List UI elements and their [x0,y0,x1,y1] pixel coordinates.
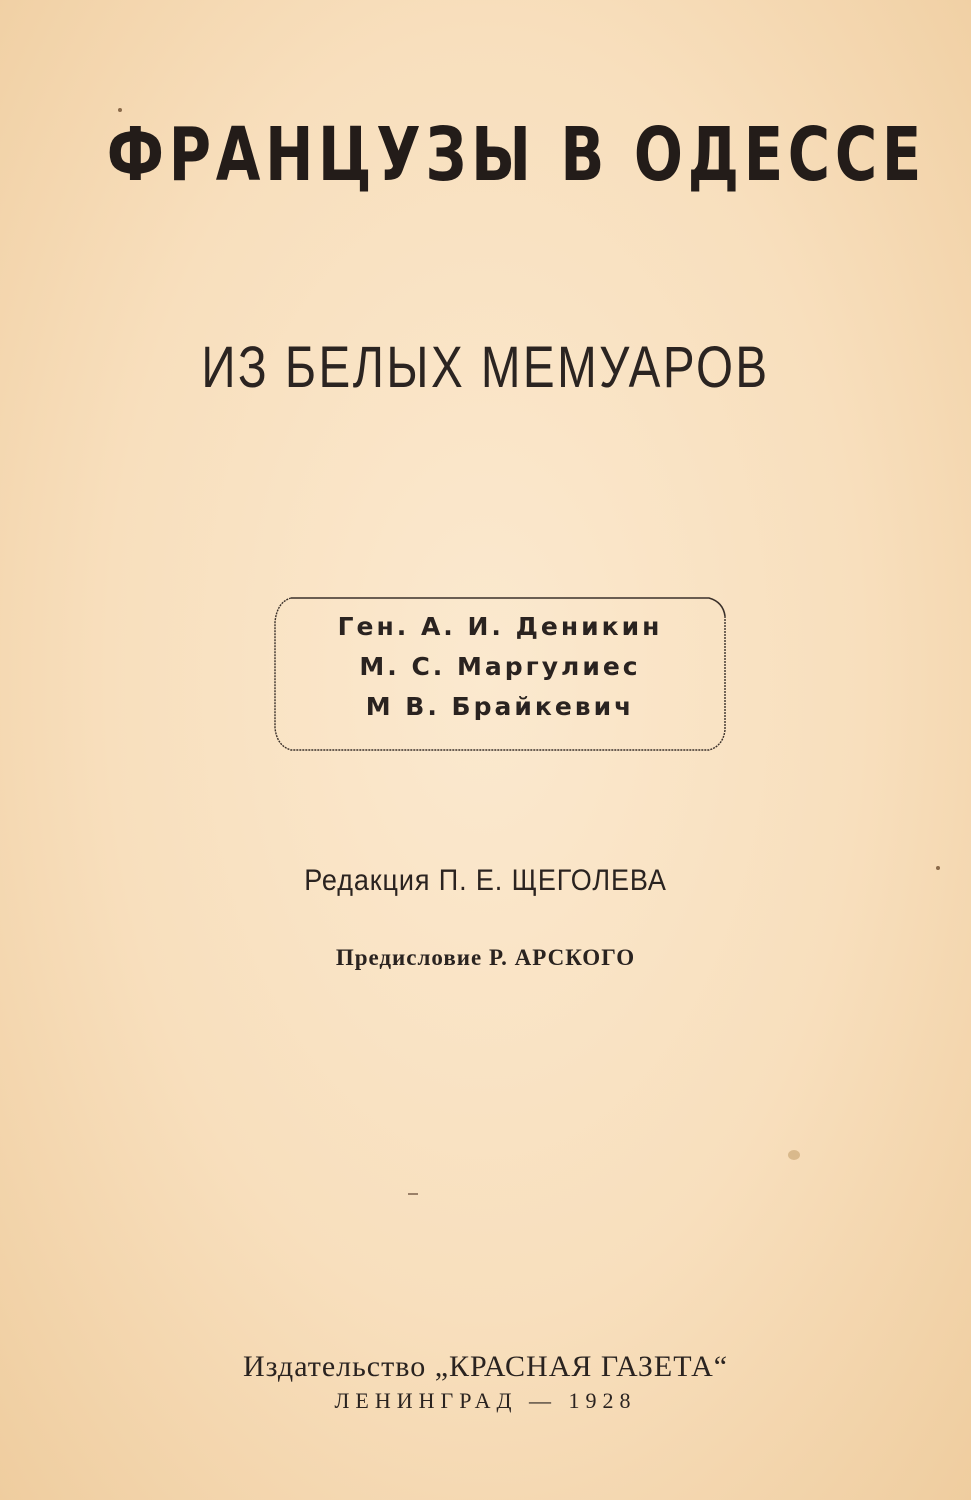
author-line: М В. Брайкевич [365,692,635,721]
paper-speck [788,1150,800,1160]
publisher-name: Издательство „КРАСНАЯ ГАЗЕТА“ [242,1350,729,1383]
paper-speck [936,866,940,870]
editor-credit: Редакция П. Е. ЩЕГОЛЕВА [304,864,667,897]
author-line: М. С. Маргулиес [359,652,641,681]
paper-speck [408,1193,418,1195]
preface-credit: Предисловие Р. АРСКОГО [335,945,636,970]
book-subtitle: ИЗ БЕЛЫХ МЕМУАРОВ [201,335,770,400]
author-line: Ген. А. И. Деникин [337,612,663,641]
paper-speck [118,108,122,112]
book-title: ФРАНЦУЗЫ В ОДЕССЕ [106,112,926,198]
authors-frame [273,594,727,754]
city-year: ЛЕНИНГРАД — 1928 [334,1388,637,1413]
